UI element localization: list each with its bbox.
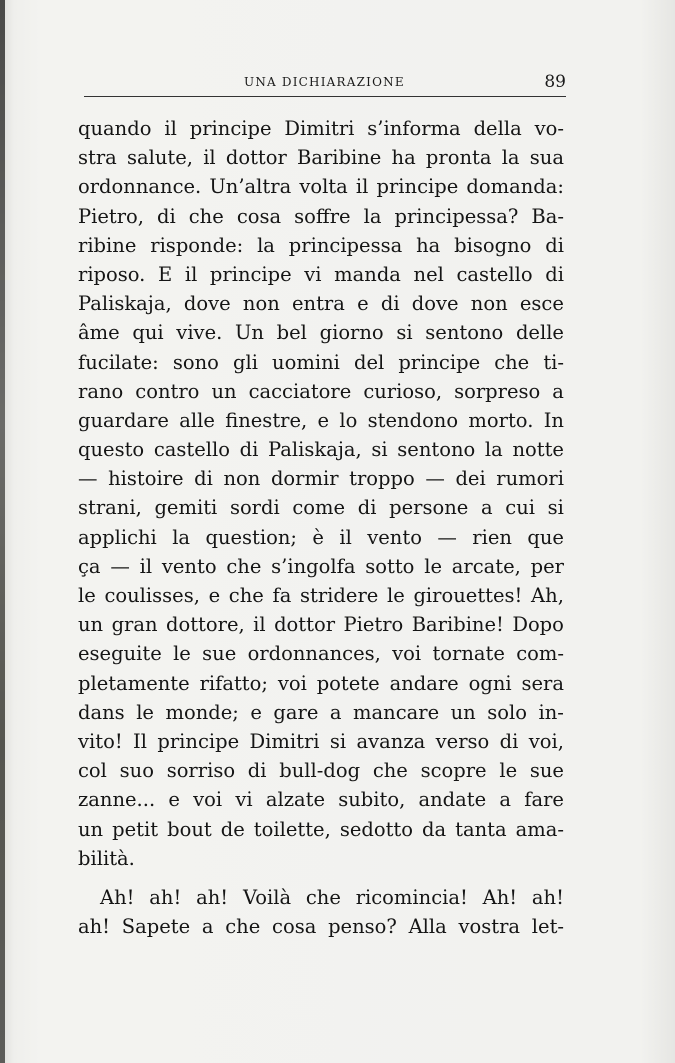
text-line: le coulisses, e che fa stridere le girouettes! Ah,	[78, 584, 564, 607]
text-line: Pietro, di che cosa soffre la principessa? Ba-	[78, 204, 564, 228]
text-line: guardare alle finestre, e lo stendono morto. In	[78, 408, 564, 432]
text-line: questo castello di Paliskaja, si sentono la notte	[78, 438, 564, 462]
text-line: dans le monde; e gare a mancare un solo in-	[78, 700, 564, 724]
text-line: eseguite le sue ordonnances, voi tornate com-	[78, 642, 564, 666]
text-line: zanne... e voi vi alzate subito, andate a fare	[78, 788, 564, 812]
body-text	[78, 114, 564, 941]
text-line: âme qui vive. Un bel giorno si sentono delle	[78, 321, 564, 345]
running-title: UNA DICHIARAZIONE	[244, 75, 405, 89]
text-line: — histoire di non dormir troppo — dei rumori	[78, 467, 564, 491]
text-line: ordonnance. Un’altra volta il principe domanda:	[78, 175, 564, 199]
text-line: Ah! ah! ah! Voilà che ricomincia! Ah! ah!	[100, 885, 564, 909]
text-line: strani, gemiti sordi come di persone a cui si	[78, 496, 564, 520]
text-line: quando il principe Dimitri s’informa della vo-	[78, 117, 564, 140]
text-line: pletamente rifatto; voi potete andare ogni sera	[78, 671, 564, 695]
text-line: rano contro un cacciatore curioso, sorpreso a	[78, 379, 564, 403]
paragraph	[78, 883, 564, 941]
text-line: riposo. E il principe vi manda nel castello di	[78, 262, 564, 286]
page-edge-shadow	[0, 0, 5, 1063]
text-line: bilità.	[78, 846, 135, 870]
text-line: ah! Sapete a che cosa penso? Alla vostra let-	[78, 915, 564, 939]
text-line: stra salute, il dottor Baribine ha pronta la sua	[78, 146, 564, 170]
text-line: un petit bout de toilette, sedotto da tanta ama-	[78, 817, 564, 841]
page-number: 89	[544, 72, 566, 92]
text-line: col suo sorriso di bull-dog che scopre le sue	[78, 759, 564, 783]
header-rule	[84, 96, 566, 97]
text-line: applichi la question; è il vento — rien que	[78, 525, 564, 549]
text-line: vito! Il principe Dimitri si avanza verso di voi,	[78, 729, 564, 753]
text-line: ribine risponde: la principessa ha bisogno di	[78, 233, 564, 257]
text-line: fucilate: sono gli uomini del principe che ti-	[78, 350, 564, 374]
text-line: Paliskaja, dove non entra e di dove non esce	[78, 292, 564, 316]
page-header	[84, 72, 566, 98]
paragraph-gap	[78, 873, 564, 883]
text-line: un gran dottore, il dottor Pietro Baribine! Dopo	[78, 613, 564, 637]
text-line: ça — il vento che s’ingolfa sotto le arcate, per	[78, 554, 564, 578]
paragraph	[78, 114, 564, 873]
